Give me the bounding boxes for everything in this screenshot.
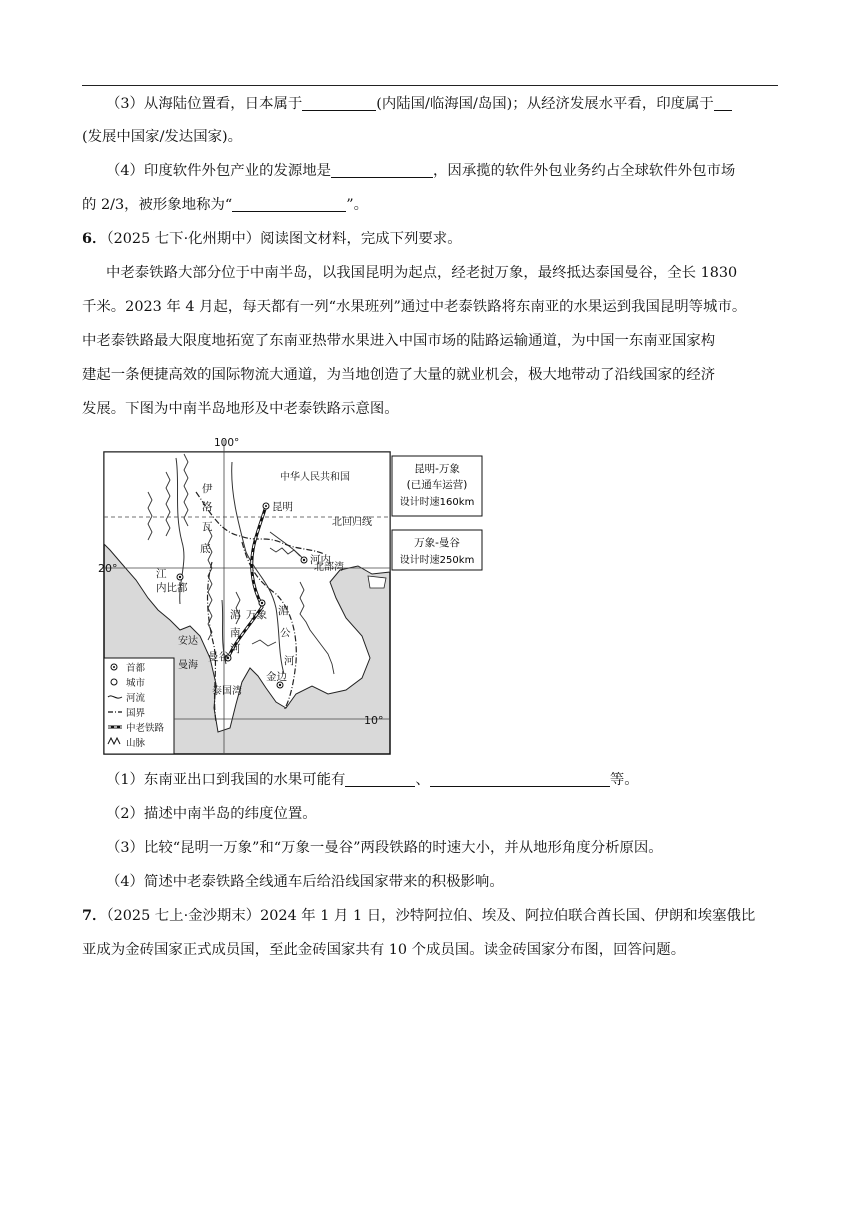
- svg-text:设计时速160km: 设计时速160km: [399, 497, 475, 508]
- china-label: 中华人民共和国: [280, 472, 350, 483]
- kunming-marker: [263, 503, 269, 509]
- irrawaddy-char: 江: [156, 568, 167, 580]
- q7-line1: 7．（2025 七上·金沙期末）2024 年 1 月 1 日，沙特阿拉伯、埃及、阿拉伯联合酋长国、伊朗和埃塞俄比: [82, 907, 756, 924]
- irrawaddy-char: 洛: [202, 501, 213, 513]
- q6-para-line: 发展。下图为中南半岛地形及中老泰铁路示意图。: [82, 401, 399, 417]
- kunming-label: 昆明: [272, 501, 293, 513]
- q6-para-line: 千米。2023 年 4 月起，每天都有一列“水果班列”通过中老泰铁路将东南亚的水果运到我国昆明等城市。: [82, 299, 747, 315]
- longitude-label: 100°: [214, 437, 240, 449]
- header-rule: [82, 85, 778, 86]
- q6-para-line: 中老泰铁路大部分位于中南半岛，以我国昆明为起点，经老挝万象，最终抵达泰国曼谷，全长 1830: [106, 265, 738, 281]
- mekong-char: 河: [284, 655, 295, 667]
- q6-para-line: 中老泰铁路最大限度地拓宽了东南亚热带水果进入中国市场的陆路运输通道，为中国一东南亚国家构: [82, 333, 716, 349]
- irrawaddy-char: 伊: [202, 483, 213, 495]
- q6-sub1: （1）东南亚出口到我国的水果可能有 、 等。: [106, 772, 639, 788]
- question-source: （2025 七下·化州期中）: [106, 231, 261, 247]
- hanoi-marker: [301, 557, 307, 563]
- hanoi-label: 河内: [310, 554, 331, 566]
- vientiane-marker: [259, 600, 265, 606]
- gulf-of-thailand-label: 泰国湾: [212, 686, 242, 697]
- latitude-10-label: 10°: [364, 714, 384, 727]
- tropic-label: 北回归线: [332, 517, 372, 528]
- q6-heading: [82, 229, 462, 249]
- irrawaddy-char: 底: [200, 543, 211, 555]
- chaophraya-char: 湄: [230, 609, 241, 621]
- vientiane-label: 万象: [246, 609, 267, 621]
- andaman-sea-label-2: 曼海: [178, 660, 198, 671]
- q6-sub4: （4）简述中老泰铁路全线通车后给沿线国家带来的积极影响。: [106, 874, 504, 890]
- kunming-vientiane-box: [392, 456, 482, 516]
- svg-text:(已通车运营): (已通车运营): [406, 479, 468, 491]
- chaophraya-char: 南: [230, 627, 241, 639]
- svg-text:设计时速250km: 设计时速250km: [399, 555, 475, 566]
- q5-sub4-line1: （4）印度软件外包产业的发源地是 ，因承揽的软件外包业务约占全球软件外包市场: [106, 163, 736, 179]
- q6-sub3: （3）比较“昆明一万象”和“万象一曼谷”两段铁路的时速大小，并从地形角度分析原因。: [106, 840, 663, 856]
- answer-blank[interactable]: [302, 94, 376, 111]
- q7-line2: 亚成为金砖国家正式成员国，至此金砖国家共有 10 个成员国。读金砖国家分布图，回答问题。: [82, 942, 686, 958]
- svg-text:昆明-万象: 昆明-万象: [414, 463, 460, 475]
- q6-sub2: （2）描述中南半岛的纬度位置。: [106, 806, 317, 822]
- svg-text:首都: 首都: [126, 663, 146, 674]
- mekong-char: 湄: [278, 605, 289, 617]
- question-prompt: 阅读图文材料，完成下列要求。: [260, 231, 462, 247]
- svg-text:河流: 河流: [126, 693, 146, 704]
- svg-text:城市: 城市: [126, 678, 146, 689]
- svg-text:中老铁路: 中老铁路: [126, 723, 165, 734]
- answer-blank[interactable]: [232, 195, 346, 212]
- naypyidaw-marker: [177, 574, 183, 580]
- hainan-island: [368, 576, 386, 588]
- bangkok-label: 曼谷: [208, 651, 229, 663]
- answer-blank[interactable]: [331, 161, 433, 178]
- chaophraya-char: 河: [230, 643, 241, 655]
- q5-sub4-line2: 的 2/3，被形象地称为“ ”。: [82, 197, 368, 213]
- question-number: 6．: [82, 230, 107, 247]
- phnom-penh-label: 金边: [266, 671, 287, 683]
- answer-blank[interactable]: [714, 94, 732, 111]
- answer-blank[interactable]: [345, 770, 415, 787]
- svg-text:国界: 国界: [126, 708, 146, 719]
- q5-sub3-line1: （3）从海陆位置看，日本属于 (内陆国/临海国/岛国)；从经济发展水平看，印度属于: [106, 94, 732, 114]
- svg-text:万象-曼谷: 万象-曼谷: [414, 537, 460, 549]
- q6-para-line: 建起一条便捷高效的国际物流大通道，为当地创造了大量的就业机会，极大地带动了沿线国家的经济: [82, 367, 716, 383]
- naypyidaw-label: 内比都: [156, 582, 188, 594]
- vientiane-bangkok-box: [392, 530, 482, 570]
- answer-blank[interactable]: [430, 770, 610, 787]
- andaman-sea-label-1: 安达: [178, 636, 198, 647]
- question-number: 7．: [82, 907, 107, 924]
- latitude-20-label: 20°: [98, 562, 118, 575]
- gulf-of-tonkin-label: 北部湾: [314, 562, 344, 573]
- irrawaddy-char: 瓦: [202, 521, 213, 533]
- indochina-railway-map: [100, 432, 490, 758]
- question-source: （2025 七上·金沙期末）: [106, 908, 261, 924]
- q5-sub3-line2: (发展中国家/发达国家)。: [82, 129, 242, 145]
- mekong-char: 公: [280, 627, 291, 639]
- svg-text:山脉: 山脉: [126, 738, 146, 749]
